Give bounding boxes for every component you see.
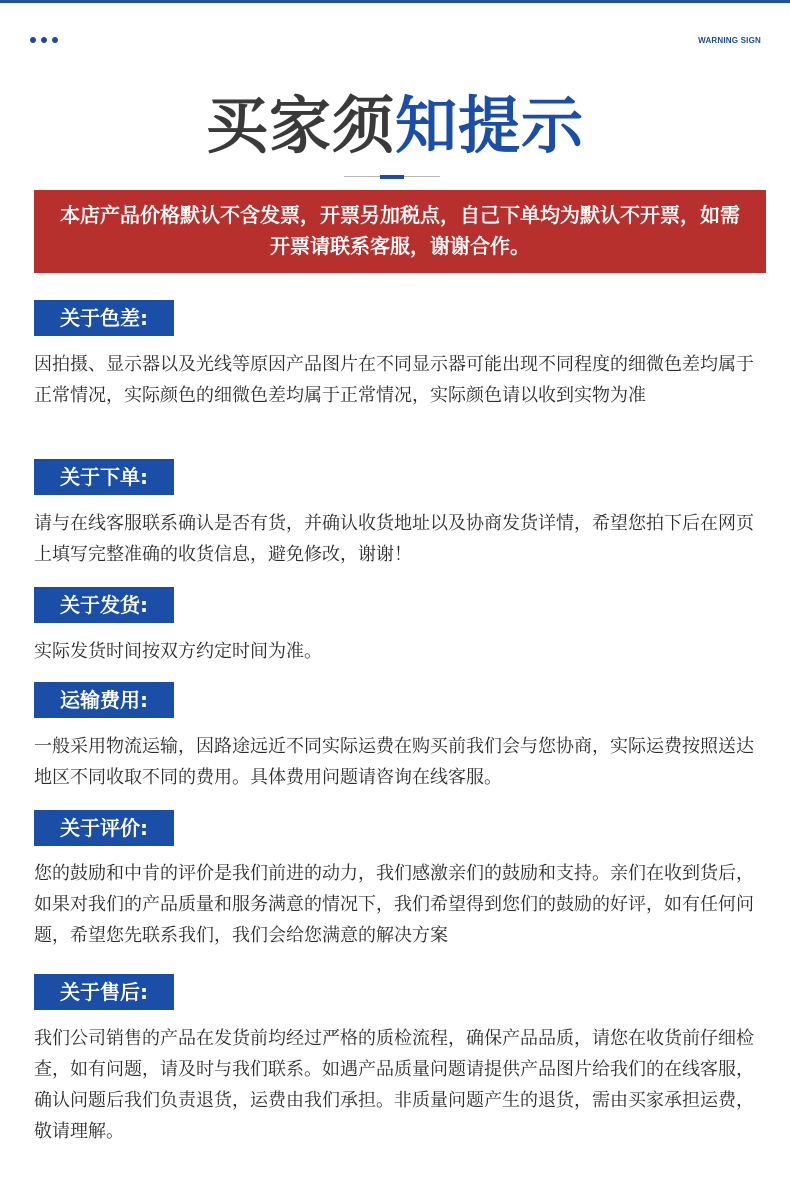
section-tag-after-sales: 关于售后:: [34, 974, 174, 1010]
warning-sign-label: WARNING SIGN: [698, 36, 761, 45]
section-text-freight-cost: 一般采用物流运输，因路途远近不同实际运费在购买前我们会与您协商，实际运费按照送达地区不同收取不同的费用。具体费用问题请咨询在线客服。: [34, 736, 754, 788]
title-underline-accent: [380, 175, 404, 179]
section-text-shipping: 实际发货时间按双方约定时间为准。: [34, 641, 322, 662]
dot-icon: [30, 37, 36, 43]
title-blue-part: 知提示: [395, 89, 585, 162]
section-text-ordering: 请与在线客服联系确认是否有货，并确认收货地址以及协商发货详情，希望您拍下后在网页上填写完整准确的收货信息，避免修改，谢谢！: [34, 513, 754, 565]
section-tag-shipping: 关于发货:: [34, 587, 174, 623]
section-tag-reviews: 关于评价:: [34, 810, 174, 846]
section-tag-ordering: 关于下单:: [34, 459, 174, 495]
section-text-after-sales: 我们公司销售的产品在发货前均经过严格的质检流程，确保产品品质，请您在收货前仔细检查，如有问题，请及时与我们联系。如遇产品质量问题请提供产品图片给我们的在线客服，确认问题后我们负责退货，运费由我们承担。非质量问题产生的退货，需由买家承担运费，敬请理解。: [34, 1028, 754, 1142]
dot-icon: [41, 37, 47, 43]
title-dark-part: 买家须: [205, 89, 395, 162]
top-rule: [0, 0, 790, 3]
invoice-notice-banner: 本店产品价格默认不含发票，开票另加税点，自己下单均为默认不开票，如需开票请联系客服，谢谢合作。: [34, 190, 766, 273]
title-underline: [344, 175, 440, 179]
dot-icon: [52, 37, 58, 43]
section-text-color-difference: 因拍摄、显示器以及光线等原因产品图片在不同显示器可能出现不同程度的细微色差均属于正常情况，实际颜色的细微色差均属于正常情况，实际颜色请以收到实物为准: [34, 354, 754, 406]
section-tag-freight-cost: 运输费用:: [34, 682, 174, 718]
menu-dots-icon: [30, 37, 58, 43]
section-tag-color-difference: 关于色差:: [34, 300, 174, 336]
section-text-reviews: 您的鼓励和中肯的评价是我们前进的动力，我们感激亲们的鼓励和支持。亲们在收到货后，如果对我们的产品质量和服务满意的情况下，我们希望得到您们的鼓励的好评，如有任何问题，希望您先联系我们，我们会给您满意的解决方案: [34, 863, 754, 946]
page-title: [0, 86, 790, 166]
